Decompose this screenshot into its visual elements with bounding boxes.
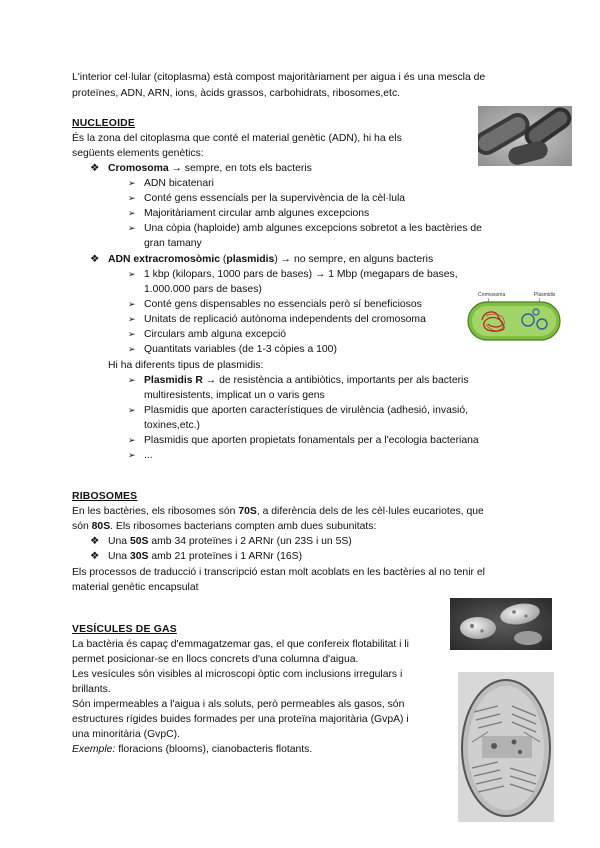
arrow-bullet-icon: ➢ — [128, 299, 136, 309]
diagram-label-plasmidis: Plasmidis — [534, 292, 556, 298]
vesicules-line-7: una minoritària (GvpC). — [72, 729, 180, 740]
vesicules-line-3: Les vesícules són visibles al microscopi òptic com inclusions irregulars i — [72, 669, 403, 680]
nucleoide-desc-2: següents elements genètics: — [72, 148, 204, 159]
diamond-bullet-icon: ❖ — [90, 254, 100, 265]
plasmidis-r-title: Plasmidis R — [144, 375, 203, 386]
vesicules-heading: VESÍCULES DE GAS — [72, 624, 177, 635]
cyanobacterium-tem-image — [458, 672, 554, 822]
bacteria-micrograph-image — [478, 106, 572, 166]
ribosomes-line-1: En les bactèries, els ribosomes són 70S, a diferència dels de les cèl·lules eucariotes, que — [72, 506, 484, 517]
nucleoide-heading: NUCLEOIDE — [72, 118, 135, 129]
document-page: L'interior cel·lular (citoplasma) està compost majoritàriament per aigua i és una mescla de proteïnes, ADN, ARN, ions, àcids grassos, carbohidrats, ribosomes,etc. NUCLEOIDE És la zona del citoplasma que conté el material genètic (ADN), hi ha els següents elements genètics: ❖ Cromosoma → sempre, en tots els bacteris ➢ ADN bicatenari ➢ Conté gens essencials per la supervivència de la cèl·lula ➢ Majoritàriament circular amb algunes excepcions ➢ Una còpia (haploide) amb algunes excepcions sobretot a les bactèries de gran tamany ❖ ADN extracromosòmic (plasmidis) → no sempre, en alguns bacteris ➢ 1 kbp (kilopars, 1000 pars de bases) → 1 Mbp (megapars de bases, 1.000.000 pars de bases) ➢ Conté gens dispensables no essencials però sí beneficiosos ➢ Unitats de replicació autònoma independents del cromosoma ➢ Circulars amb alguna excepció ➢ Quantitats variables (de 1-3 còpies a 100) Hi ha diferents tipus de plasmidis: ➢ Plasmidis R → de resistència a antibiòtics, importants per als bacteris multiresistents, implicat un o varis gens ➢ Plasmidis que aporten característiques de virulència (adhesió, invasió, toxines,etc.) ➢ Plasmidis que aporten propietats fonamentals per a l'ecologia bacteriana ➢ ... Cromosoma Plasmidis RIBOSOMES En les bactèries, els ribosomes són 70S, a diferència dels de les cèl·lules eucariotes, que són 80S. Els ribosomes bacterians compten amb dues subunitats: ❖ Una 50S amb 34 proteïnes i 2 ARNr (un 23S i un 5S) ❖ Una 30S amb 21 proteïnes i 1 ARNr (16S) Els processos de traducció i transcripció estan molt acoblats en les bactèries al no tenir el material genètic encapsulat VESÍCULES DE GAS La bactèria és capaç d'emmagatzemar gas, el que confereix flotabilitat i li permet posicionar-se en llocs concrets d'una columna d'aigua. Les vesícules són visibles al microscopi òptic com inclusions irregulars i brillants. Són impermeables a l'aigua i als soluts, però permeables als gasos, són estructures rígides buides formades per una proteïna majoritària (GvpA) i una minoritària (GvpC). Exemple: floracions (blooms), cianobacteris flotants. — [0, 0, 600, 848]
plasmid-diagram-image — [466, 298, 562, 342]
arrow-bullet-icon: ➢ — [128, 208, 136, 218]
arrow-bullet-icon: ➢ — [128, 450, 136, 460]
diagram-label-cromosoma: Cromosoma — [478, 292, 506, 298]
vesicules-line-1: La bactèria és capaç d'emmagatzemar gas, el que confereix flotabilitat i li — [72, 639, 409, 650]
intro-line-2: proteïnes, ADN, ARN, ions, àcids grassos, carbohidrats, ribosomes,etc. — [72, 88, 401, 99]
cromosoma-rest: → sempre, en tots els bacteris — [168, 163, 312, 174]
vesicules-line-6: estructures rígides buides formades per una proteïna majoritària (GvpA) i — [72, 714, 409, 725]
vesicules-line-2: permet posicionar-se en llocs concrets d'una columna d'aigua. — [72, 654, 359, 665]
arrow-bullet-icon: ➢ — [128, 193, 136, 203]
arrow-bullet-icon: ➢ — [128, 329, 136, 339]
arrow-bullet-icon: ➢ — [128, 344, 136, 354]
ribosomes-after-1: Els processos de traducció i transcripció estan molt acoblats en les bactèries al no tenir el — [72, 567, 485, 578]
ribosomes-after-2: material genètic encapsulat — [72, 582, 199, 593]
ribosomes-heading: RIBOSOMES — [72, 491, 138, 502]
arrow-bullet-icon: ➢ — [128, 269, 136, 279]
arrow-bullet-icon: ➢ — [128, 405, 136, 415]
diamond-bullet-icon: ❖ — [90, 536, 100, 547]
arrow-bullet-icon: ➢ — [128, 178, 136, 188]
arrow-bullet-icon: ➢ — [128, 314, 136, 324]
arrow-bullet-icon: ➢ — [128, 375, 136, 385]
cromosoma-title: Cromosoma — [108, 163, 169, 174]
diamond-bullet-icon: ❖ — [90, 163, 100, 174]
vesicules-line-4: brillants. — [72, 684, 111, 695]
ribosomes-line-2: són 80S. Els ribosomes bacterians compten amb dues subunitats: — [72, 521, 377, 532]
vesicules-line-5: Són impermeables a l'aigua i als soluts, però permeables als gasos, són — [72, 699, 405, 710]
diamond-bullet-icon: ❖ — [90, 551, 100, 562]
arrow-bullet-icon: ➢ — [128, 223, 136, 233]
intro-line-1: L'interior cel·lular (citoplasma) està compost majoritàriament per aigua i és una mescla de — [72, 72, 486, 83]
plasmid-types-intro: Hi ha diferents tipus de plasmidis: — [108, 360, 264, 371]
gas-vesicle-micrograph-image — [450, 598, 552, 650]
arrow-bullet-icon: ➢ — [128, 435, 136, 445]
plasmidis-title: plasmidis — [226, 254, 275, 265]
nucleoide-desc-1: És la zona del citoplasma que conté el material genètic (ADN), hi ha els — [72, 133, 402, 144]
adn-extra-title: ADN extracromosòmic — [108, 254, 221, 265]
vesicules-example: Exemple: floracions (blooms), cianobacteris flotants. — [72, 744, 313, 755]
